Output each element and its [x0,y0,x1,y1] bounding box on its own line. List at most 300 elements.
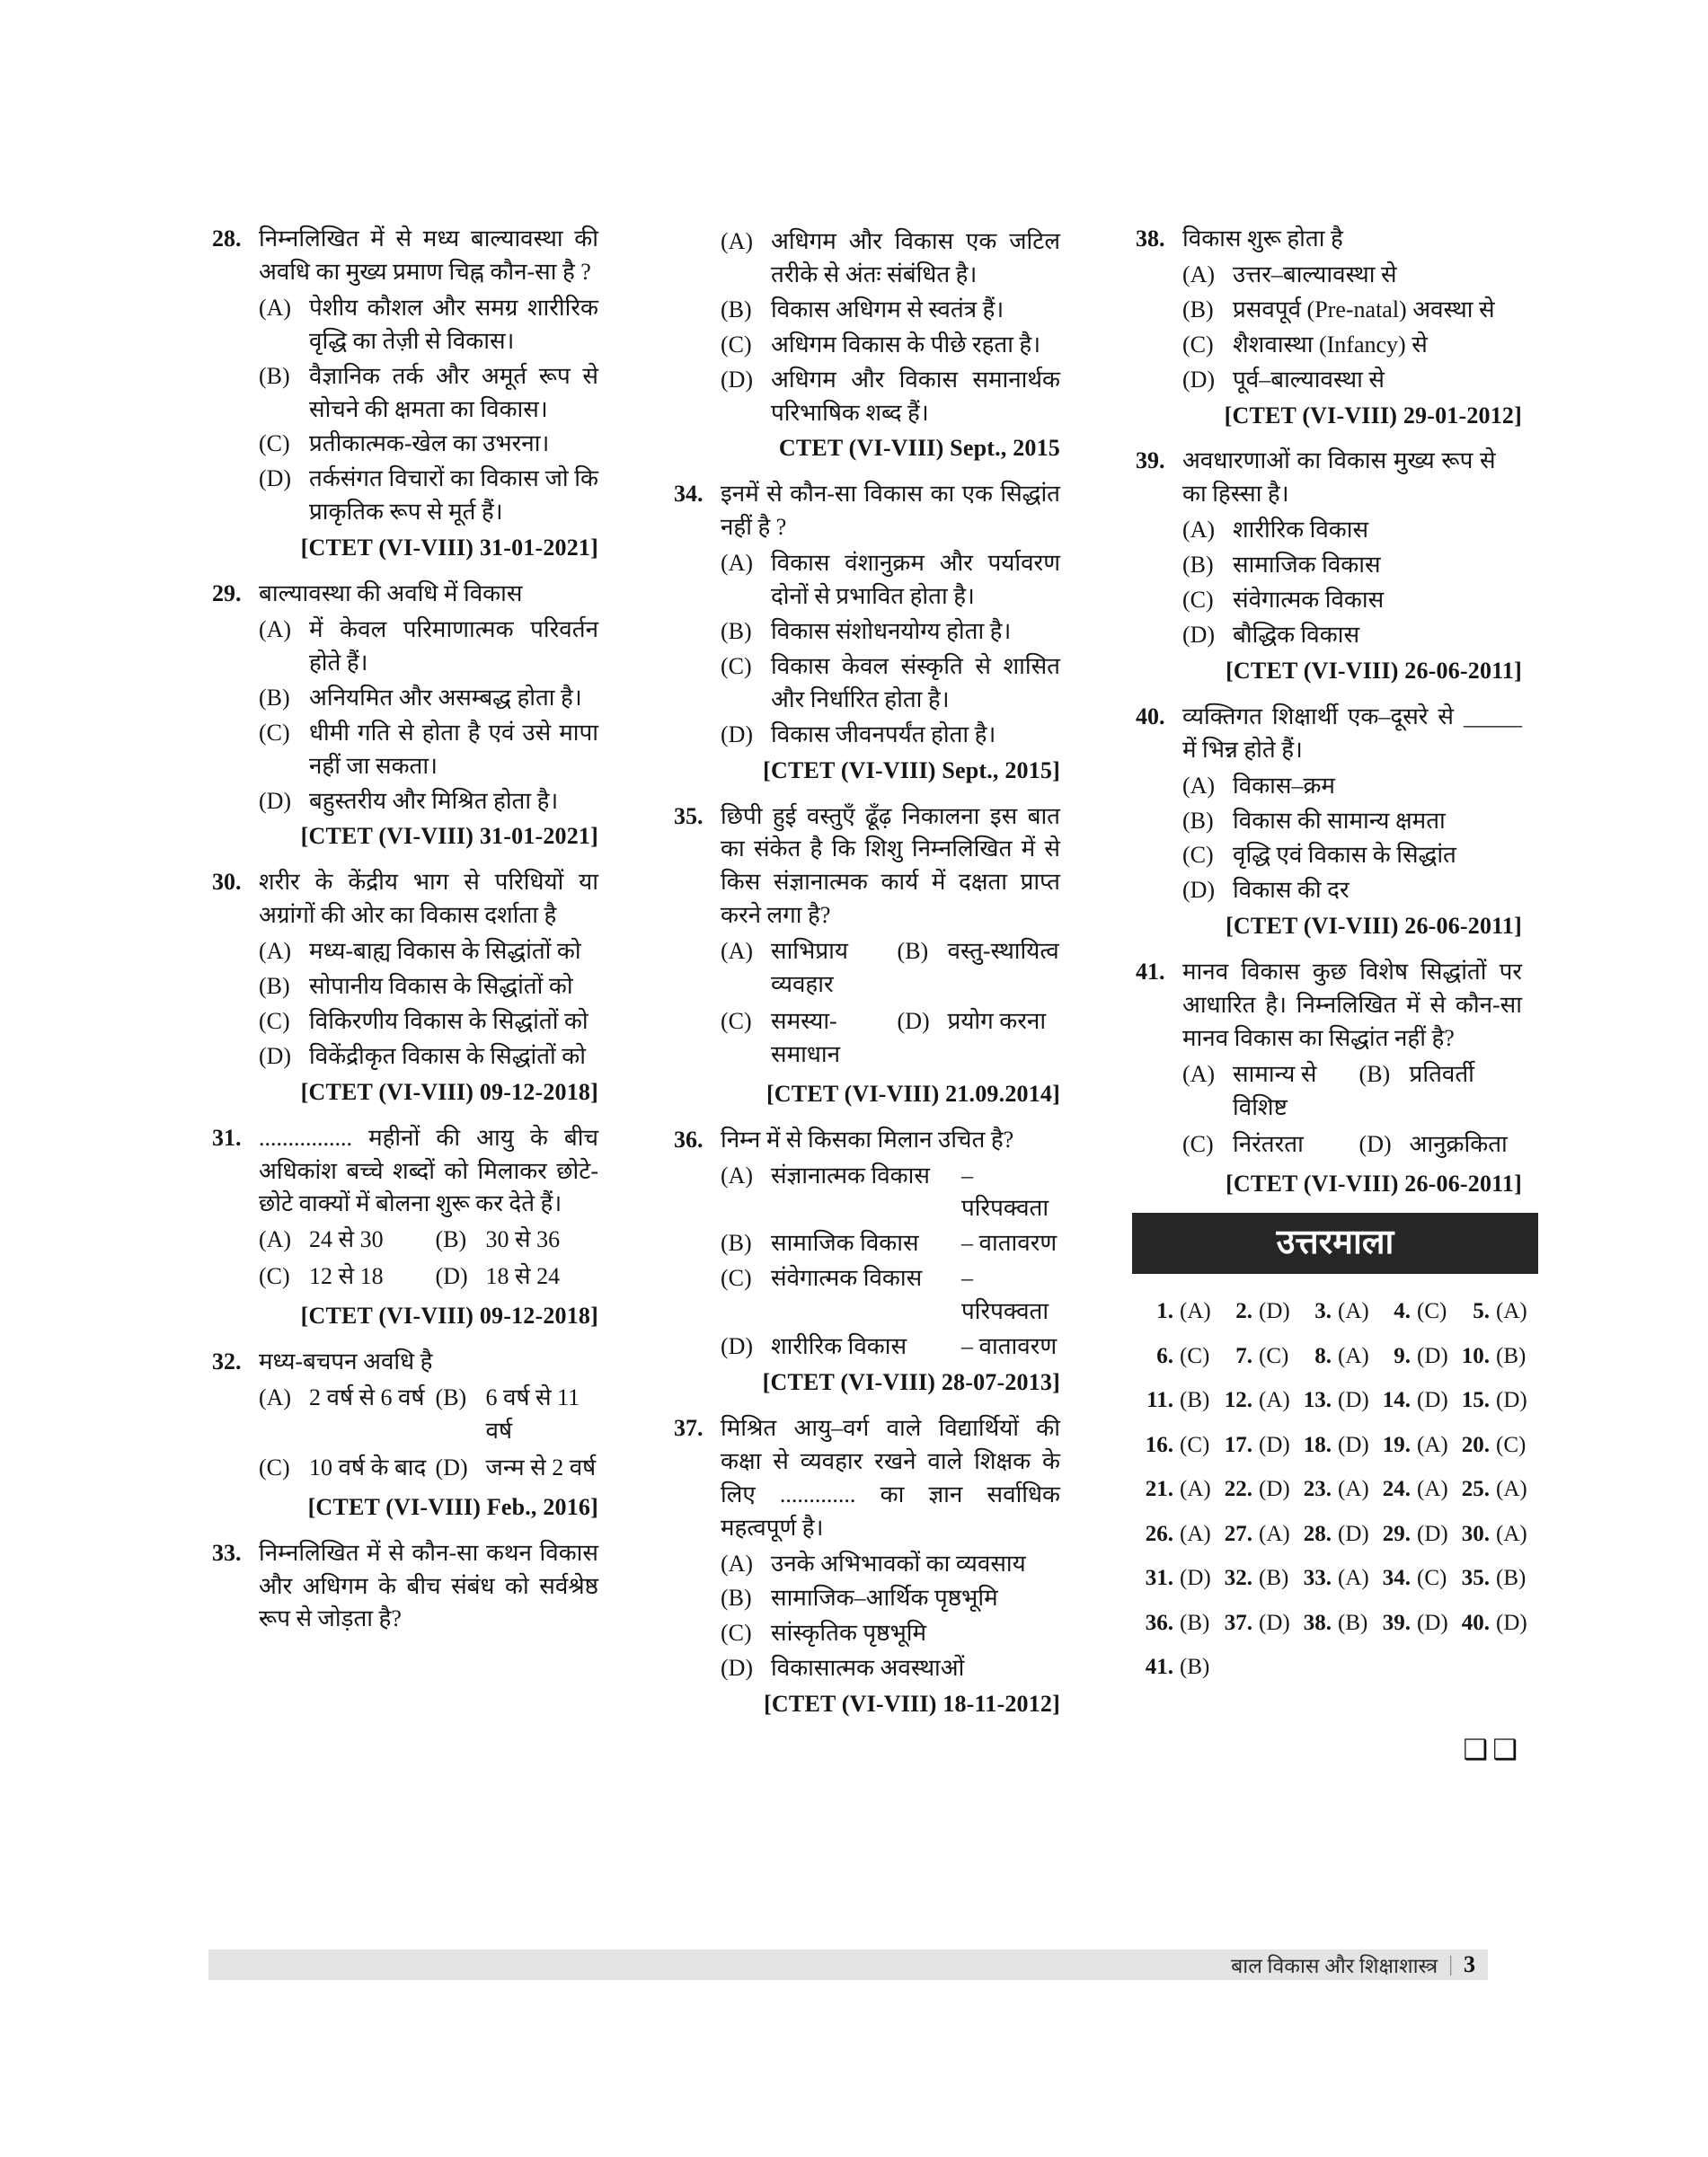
option [898,1005,1060,1072]
option-label: (A) [1182,517,1216,544]
option-text: पेशीय कौशल और समग्र शारीरिक वृद्धि का तेज़ी से विकास। [309,294,598,354]
option-text: अनियमित और असम्बद्ध होता है। [309,684,582,711]
options [259,935,598,1074]
option-label: (B) [1182,807,1214,834]
question-number: 35. [674,802,704,829]
option-text: अधिगम और विकास समानार्थक परिभाषिक शब्द हैं। [771,366,1060,426]
options [259,292,598,529]
option [1182,839,1522,872]
option-text: आनुक्रकिता [1409,1130,1508,1157]
answer-option: (D) [1417,1388,1448,1413]
option-label: (B) [259,684,290,711]
option [259,1260,436,1294]
answer-key-entry [1136,1518,1215,1551]
question-number: 37. [674,1414,704,1441]
answer-option: (D) [1259,1610,1290,1635]
option [721,1227,1060,1260]
answer-key-entry [1294,1518,1373,1551]
answer-option: (C) [1417,1299,1447,1324]
answer-option: (C) [1259,1343,1289,1368]
answer-key-entry [1294,1607,1373,1640]
column-1 [212,223,598,1770]
option-label: (D) [1358,1130,1392,1157]
option-label: (C) [1182,331,1214,358]
option [259,1224,436,1257]
answer-number: 22. [1224,1477,1252,1502]
answer-option: (A) [1180,1521,1211,1546]
option-text: विकास अधिगम से स्वतंत्र हैं। [771,296,1004,323]
option [721,615,1060,649]
option-label: (A) [259,294,292,321]
answer-option: (D) [1259,1477,1290,1502]
answer-key-entry [1215,1518,1294,1551]
answer-option: (A) [1180,1299,1211,1324]
answer-key-entry [1215,1340,1294,1373]
answer-option: (C) [1496,1432,1527,1457]
option-label: (C) [259,1263,290,1290]
option [259,717,598,783]
question [212,1346,598,1525]
option-text: विकास की दर [1233,877,1350,904]
option [721,935,898,1002]
option-label: (B) [721,1585,752,1612]
answer-key-entry [1294,1384,1373,1417]
answer-key-entry [1136,1340,1215,1373]
options [1182,770,1522,908]
option-text: विकासात्मक अवस्थाओं [771,1655,965,1682]
question [212,1122,598,1333]
answer-number: 31. [1145,1566,1173,1591]
exam-citation: [CTET (VI-VIII) 26-06-2011] [1226,1170,1522,1197]
exam-citation: CTET (VI-VIII) Sept., 2015 [778,435,1060,462]
option-label: (C) [259,1007,290,1034]
option [1359,1058,1522,1125]
answer-key-entry [1294,1340,1373,1373]
option-text: में केवल परिमाणात्मक परिवर्तन होते हैं। [309,615,598,676]
option-label: (D) [721,366,754,393]
option-text: उत्तर–बाल्यावस्था से [1233,261,1397,287]
answer-key-entry [1373,1518,1452,1551]
question [212,578,598,853]
question [212,866,598,1109]
question-number: 33. [212,1539,242,1566]
question-text: बाल्यावस्था की अवधि में विकास [259,580,523,607]
option-text: अधिगम और विकास एक जटिल तरीके से अंतः संबंधित है। [771,228,1060,287]
option-label: (B) [721,1230,752,1257]
exam-citation: [CTET (VI-VIII) 29-01-2012] [1224,402,1522,429]
answer-number: 1. [1156,1299,1173,1324]
options [259,614,598,818]
answer-option: (D) [1338,1521,1369,1546]
option-label: (D) [1182,877,1216,904]
answer-key-section [1136,1213,1527,1770]
exam-citation: [CTET (VI-VIII) 18-11-2012] [764,1691,1060,1718]
option-text: बौद्धिक विकास [1233,621,1360,648]
option-text: 24 से 30 [309,1226,384,1253]
answer-option: (B) [1180,1388,1210,1413]
answer-key-entry [1136,1651,1522,1684]
option-label: (D) [259,465,292,492]
answer-key-entry [1215,1429,1294,1462]
answer-number: 11. [1146,1388,1173,1413]
option-label: (B) [259,362,290,389]
option-label: (A) [721,550,754,577]
column-3 [1136,223,1527,1770]
question-text: मध्य-बचपन अवधि है [259,1348,433,1375]
option-label: (D) [721,1333,754,1360]
option-label: (A) [1182,772,1216,799]
answer-option: (D) [1259,1432,1290,1457]
option-label: (B) [897,938,929,965]
answer-number: 2. [1235,1299,1252,1324]
option-label: (D) [721,720,754,747]
answer-key-entry [1373,1340,1452,1373]
option-term: सामाजिक विकास [771,1230,919,1257]
option-label: (D) [259,787,292,814]
option-text: सोपानीय विकास के सिद्धांतों को [309,973,573,1000]
option-text: सांस्कृतिक पृष्ठभूमि [771,1620,927,1647]
option-text: विकिरणीय विकास के सिद्धांतों को [309,1007,589,1034]
option-text: 2 वर्ष से 6 वर्ष [309,1384,425,1410]
answer-number: 34. [1382,1566,1411,1591]
answer-key-entry [1373,1607,1452,1640]
option [259,292,598,358]
option-text: 6 वर्ष से 11 वर्ष [485,1384,580,1444]
option-label: (C) [721,1620,752,1647]
option [721,1262,1060,1329]
option [1182,329,1522,362]
option [259,1452,436,1485]
answer-option: (B) [1338,1610,1368,1635]
exam-citation: [CTET (VI-VIII) Feb., 2016] [307,1493,598,1520]
option-label: (D) [1182,621,1216,648]
answer-number: 29. [1382,1521,1411,1546]
answer-number: 35. [1461,1566,1490,1591]
option-label: (A) [721,228,754,254]
answer-key-entry [1452,1295,1531,1328]
answer-key-entry [1215,1295,1294,1328]
option-text: 10 वर्ष के बाद [309,1454,427,1481]
exam-citation: [CTET (VI-VIII) 09-12-2018] [300,1303,598,1330]
option [1182,874,1522,907]
option [436,1452,598,1485]
footer-divider: | [1448,1952,1453,1976]
answer-key-entry [1452,1607,1531,1640]
answer-option: (A) [1338,1566,1369,1591]
options [1182,1058,1522,1165]
option [259,935,598,968]
option-label: (A) [721,1550,754,1577]
answer-number: 3. [1314,1299,1332,1324]
options [259,1224,598,1297]
option [721,1548,1060,1581]
option-label: (A) [1182,1060,1216,1087]
option [721,1160,1060,1226]
option [259,360,598,427]
exam-citation: [CTET (VI-VIII) Sept., 2015] [763,756,1060,783]
question [1136,223,1522,432]
option [259,1382,436,1448]
column-2 [674,223,1060,1770]
answer-option: (D) [1338,1388,1369,1413]
answer-key-title: उत्तरमाला [1132,1213,1538,1274]
option-text: विकास की सामान्य क्षमता [1233,807,1446,834]
option-label: (B) [1182,552,1214,579]
question-number: 39. [1136,447,1165,474]
option-text: सामाजिक–आर्थिक पृष्ठभूमि [771,1585,998,1612]
option-text: प्रयोग करना [947,1007,1047,1034]
option-text: सामान्य से विशिष्ट [1233,1060,1317,1120]
answer-option: (A) [1496,1477,1527,1502]
option [1182,549,1522,582]
option-label: (C) [1182,1130,1214,1157]
option [721,1330,1060,1364]
answer-option: (B) [1496,1566,1527,1591]
answer-key-grid [1136,1295,1531,1639]
option-text: अधिगम विकास के पीछे रहता है। [771,331,1041,358]
answer-option: (B) [1496,1343,1527,1368]
option-text: – परिपक्वता [961,1162,1049,1222]
option [721,719,1060,752]
option [1182,259,1522,292]
question-number: 34. [674,481,704,508]
question-number: 40. [1136,703,1165,729]
option [1182,770,1522,803]
answer-key-entry [1452,1384,1531,1417]
answer-key-entry [1294,1473,1373,1506]
exam-citation: [CTET (VI-VIII) 28-07-2013] [762,1369,1060,1395]
chapter-end-marks-icon: ❑❑ [1463,1733,1522,1765]
option-text: विकेंद्रीकृत विकास के सिद्धांतों को [309,1042,586,1069]
option-text: पूर्व–बाल्यावस्था से [1233,366,1385,393]
option-text: जन्म से 2 वर्ष [485,1454,597,1481]
option [721,1617,1060,1650]
answer-option: (A) [1496,1299,1527,1324]
option-text: वस्तु-स्थायित्व [947,938,1059,965]
answer-number: 26. [1145,1521,1173,1546]
answer-option: (D) [1496,1388,1527,1413]
answer-number: 32. [1224,1566,1252,1591]
option [721,329,1060,362]
option-label: (D) [435,1263,468,1290]
option-label: (D) [259,1042,292,1069]
option-text: विकास जीवनपर्यंत होता है। [771,720,996,747]
answer-key-entry [1373,1429,1452,1462]
answer-number: 28. [1303,1521,1332,1546]
option-text: वृद्धि एवं विकास के सिद्धांत [1233,842,1456,869]
option-label: (C) [259,430,290,457]
answer-key-entry [1294,1429,1373,1462]
option [259,428,598,461]
question-text: विकास शुरू होता है [1182,225,1343,252]
option-text: तर्कसंगत विचारों का विकास जो कि प्राकृतिक रूप से मूर्त हैं। [309,465,598,526]
answer-number: 36. [1145,1610,1173,1635]
question-number: 31. [212,1124,242,1151]
option-label: (A) [259,938,292,965]
answer-number: 16. [1145,1432,1173,1457]
option [721,650,1060,717]
answer-number: 30. [1461,1521,1490,1546]
option-label: (A) [721,1162,754,1189]
option-term: संवेगात्मक विकास [771,1265,923,1292]
answer-number: 12. [1224,1388,1252,1413]
option [1359,1128,1522,1162]
option [259,1040,598,1074]
answer-key-entry [1215,1607,1294,1640]
option-label: (B) [435,1226,467,1253]
answer-option: (C) [1180,1343,1210,1368]
option-label: (D) [721,1655,754,1682]
options [1182,514,1522,652]
question-text: ................ महीनों की आयु के बीच अधिकांश बच्चे शब्दों को मिलाकर छोटे-छोटे वाक्यों में बोलना शुरू कर देते हैं। [259,1124,598,1217]
question [674,800,1060,1111]
option-text: धीमी गति से होता है एवं उसे मापा नहीं जा सकता। [309,719,598,779]
option-text: 18 से 24 [485,1263,561,1290]
answer-key-entry [1136,1429,1215,1462]
option [721,1652,1060,1685]
answer-number: 21. [1145,1477,1173,1502]
exam-citation: [CTET (VI-VIII) 21.09.2014] [766,1080,1060,1107]
answer-option: (B) [1180,1655,1210,1680]
option-text: – परिपक्वता [961,1265,1049,1325]
answer-number: 23. [1303,1477,1332,1502]
question-number: 36. [674,1126,704,1153]
answer-key-entry [1136,1473,1215,1506]
answer-number: 39. [1382,1610,1411,1635]
option-label: (C) [1182,842,1214,869]
answer-number: 27. [1224,1521,1252,1546]
answer-option: (A) [1180,1477,1211,1502]
options [721,547,1060,751]
option [1182,805,1522,838]
answer-number: 13. [1303,1388,1332,1413]
option [259,463,598,529]
question-text: छिपी हुई वस्तुएँ ढूँढ़ निकालना इस बात का संकेत है कि शिशु निम्नलिखित में से किस संज्ञानात्मक कार्य में दक्षता प्राप्त करने लगा है? [721,802,1060,929]
option-text: प्रतिवर्ती [1409,1060,1474,1087]
option [436,1382,598,1448]
question-columns [212,223,1527,1770]
answer-option: (A) [1259,1388,1290,1413]
option [259,970,598,1003]
option-text: – वातावरण [961,1230,1058,1257]
question [674,1412,1060,1721]
option [898,935,1060,1002]
answer-key-entry [1452,1562,1531,1595]
exam-citation: [CTET (VI-VIII) 26-06-2011] [1226,913,1522,940]
option-label: (A) [259,1384,292,1410]
option [1182,1128,1359,1162]
option [721,1005,898,1072]
answer-number: 4. [1394,1299,1411,1324]
question-number: 28. [212,225,242,252]
option-label: (D) [1182,366,1216,393]
option-label: (A) [259,615,292,642]
answer-option: (D) [1259,1299,1290,1324]
answer-number: 38. [1303,1610,1332,1635]
answer-key-entry [1373,1562,1452,1595]
option [436,1260,598,1294]
question [1136,956,1522,1200]
option-text: संवेगात्मक विकास [1233,587,1385,614]
option-text: विकास केवल संस्कृति से शासित और निर्धारित होता है। [771,652,1060,712]
option-term: संज्ञानात्मक विकास [771,1162,930,1189]
answer-key-entry [1215,1384,1294,1417]
option [259,682,598,715]
question-options-continuation [674,225,1060,465]
option-label: (A) [1182,261,1216,287]
options [721,225,1060,429]
option-text: प्रतीकात्मक-खेल का उभरना। [309,430,550,457]
answer-key-entry [1452,1340,1531,1373]
answer-key-entry [1215,1473,1294,1506]
answer-key-entry [1136,1562,1215,1595]
option-text: 12 से 18 [309,1263,384,1290]
footer-title: बाल विकास और शिक्षाशास्त्र [1231,1955,1438,1977]
option [1182,619,1522,652]
answer-option: (A) [1496,1521,1527,1546]
answer-option: (C) [1417,1566,1447,1591]
option-text: – वातावरण [961,1333,1058,1360]
answer-option: (A) [1417,1477,1448,1502]
option-text: प्रसवपूर्व (Pre-natal) अवस्था से [1233,296,1495,323]
answer-number: 25. [1461,1477,1490,1502]
option-label: (B) [1182,296,1214,323]
question-text: मानव विकास कुछ विशेष सिद्धांतों पर आधारित है। निम्नलिखित में से कौन-सा मानव विकास का सिद्धांत नहीं है? [1182,959,1522,1051]
answer-key-entry [1136,1295,1215,1328]
option-text: सामाजिक विकास [1233,552,1381,579]
answer-key-entry [1452,1473,1531,1506]
option-label: (D) [897,1007,930,1034]
question-text: व्यक्तिगत शिक्षार्थी एक–दूसरे से _____ में भिन्न होते हैं। [1182,703,1522,763]
options [259,1382,598,1489]
option-text: विकास संशोधनयोग्य होता है। [771,617,1012,644]
options [721,1548,1060,1686]
answer-number: 19. [1382,1432,1411,1457]
question [1136,701,1522,943]
answer-number: 37. [1224,1610,1252,1635]
option [259,614,598,680]
question-text: निम्नलिखित में से कौन-सा कथन विकास और अधिगम के बीच संबंध को सर्वश्रेष्ठ रूप से जोड़ता है? [259,1539,598,1632]
exam-citation: [CTET (VI-VIII) 31-01-2021] [300,823,598,850]
option-label: (C) [259,719,290,746]
option-text: विकास वंशानुक्रम और पर्यावरण दोनों से प्रभावित होता है। [771,550,1060,610]
footer-bar [208,1949,1488,1980]
option [1182,364,1522,397]
footer-page-number: 3 [1464,1951,1475,1977]
answer-key-entry [1452,1518,1531,1551]
answer-option: (A) [1338,1343,1369,1368]
question [674,478,1060,787]
option [1182,514,1522,547]
answer-key-entry [1294,1295,1373,1328]
answer-number: 6. [1156,1343,1173,1368]
options [721,1160,1060,1364]
answer-number: 20. [1461,1432,1490,1457]
answer-number: 41. [1145,1655,1173,1680]
option [721,294,1060,327]
answer-option: (D) [1496,1610,1527,1635]
option-text: समस्या-समाधान [771,1007,841,1067]
exam-citation: [CTET (VI-VIII) 09-12-2018] [300,1078,598,1105]
answer-option: (D) [1180,1566,1211,1591]
answer-number: 33. [1303,1566,1332,1591]
answer-key-entry [1452,1429,1531,1462]
question-number: 41. [1136,959,1165,986]
option [721,225,1060,292]
answer-number: 15. [1461,1388,1490,1413]
answer-option: (B) [1259,1566,1289,1591]
question-text: अवधारणाओं का विकास मुख्य रूप से का हिस्सा है। [1182,447,1522,508]
